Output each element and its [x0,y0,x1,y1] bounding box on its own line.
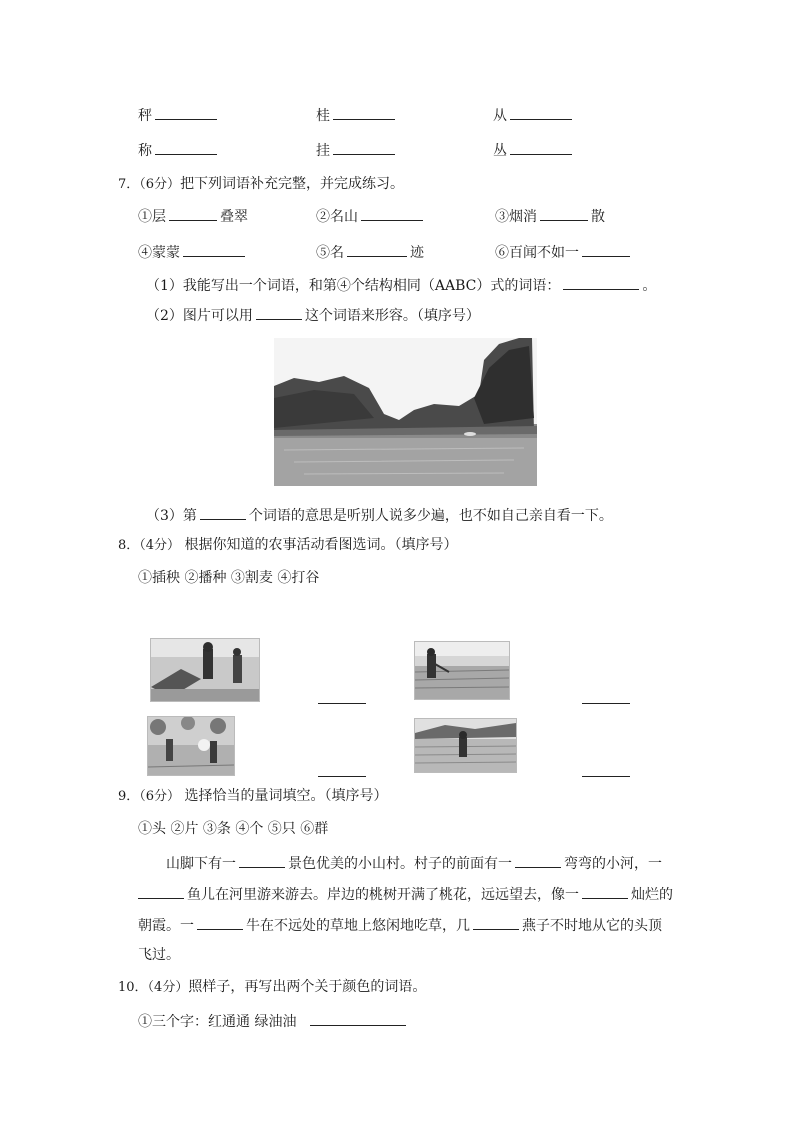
q8-options: ①插秧 ②播种 ③割麦 ④打谷 [138,570,320,586]
answer-blank[interactable] [563,275,639,290]
q9-paragraph-line-4: 飞过。 [138,947,180,963]
landscape-photo [274,338,537,486]
q7-item-5: ⑤名 迹 [316,242,424,263]
answer-line-2[interactable] [582,703,630,704]
answer-blank[interactable] [473,915,519,930]
answer-blank[interactable] [510,140,572,155]
q7-sub-1: （1）我能写出一个词语，和第④个结构相同（AABC）式的词语： 。 [146,275,656,296]
question-7-heading: 7．（6分）把下列词语补充完整，并完成练习。 [118,176,405,192]
answer-blank[interactable] [183,242,245,257]
answer-blank[interactable] [510,105,572,120]
answer-blank[interactable] [333,105,395,120]
q9-paragraph-line-2: 鱼儿在河里游来游去。岸边的桃树开满了桃花，远远望去，像一 灿烂的 [138,884,673,905]
q7-sub-2: （2）图片可以用 这个词语来形容。（填序号） [146,305,480,326]
char-row-2-col-3: 丛 [493,140,575,161]
farming-photo-2 [414,641,510,700]
char-row-2-col-1: 称 [138,140,220,161]
answer-blank[interactable] [169,206,217,221]
answer-line-1[interactable] [318,703,366,704]
char-row-1-col-3: 从 [493,105,575,126]
q7-item-1: ①层 叠翠 [138,206,248,227]
farming-photo-1 [150,638,260,702]
q7-item-2: ②名山 [316,206,426,227]
answer-blank[interactable] [333,140,395,155]
answer-blank[interactable] [138,884,184,899]
char-row-2-col-2: 挂 [316,140,398,161]
answer-blank[interactable] [347,242,407,257]
answer-blank[interactable] [155,105,217,120]
q10-item-1: ①三个字：红通通 绿油油 [138,1011,409,1032]
answer-blank[interactable] [155,140,217,155]
q9-paragraph-line-3: 朝霞。一 牛在不远处的草地上悠闲地吃草，几 燕子不时地从它的头顶 [138,915,662,936]
answer-line-4[interactable] [582,776,630,777]
question-10-heading: 10．（4分）照样子，再写出两个关于颜色的词语。 [118,979,427,995]
question-8-heading: 8．（4分） 根据你知道的农事活动看图选词。（填序号） [118,537,458,553]
answer-blank[interactable] [582,242,630,257]
q7-item-4: ④蒙蒙 [138,242,248,263]
q7-item-3: ③烟消 散 [495,206,605,227]
char-row-1-col-1: 秤 [138,105,220,126]
q9-options: ①头 ②片 ③条 ④个 ⑤只 ⑥群 [138,821,329,837]
answer-blank[interactable] [515,853,561,868]
char-row-1-col-2: 桂 [316,105,398,126]
answer-blank[interactable] [200,505,246,520]
q7-item-6: ⑥百闻不如一 [495,242,633,263]
answer-blank[interactable] [239,853,285,868]
farming-photo-3 [147,716,235,776]
answer-blank[interactable] [582,884,628,899]
answer-blank[interactable] [540,206,588,221]
answer-blank[interactable] [310,1011,406,1026]
answer-blank[interactable] [256,305,302,320]
answer-blank[interactable] [197,915,243,930]
answer-line-3[interactable] [318,776,366,777]
question-9-heading: 9．（6分） 选择恰当的量词填空。（填序号） [118,788,388,804]
answer-blank[interactable] [361,206,423,221]
q7-sub-3: （3）第 个词语的意思是听别人说多少遍，也不如自己亲自看一下。 [146,505,613,526]
q9-paragraph-line-1: 山脚下有一 景色优美的小山村。村子的前面有一 弯弯的小河，一 [166,853,662,874]
farming-photo-4 [414,718,517,773]
